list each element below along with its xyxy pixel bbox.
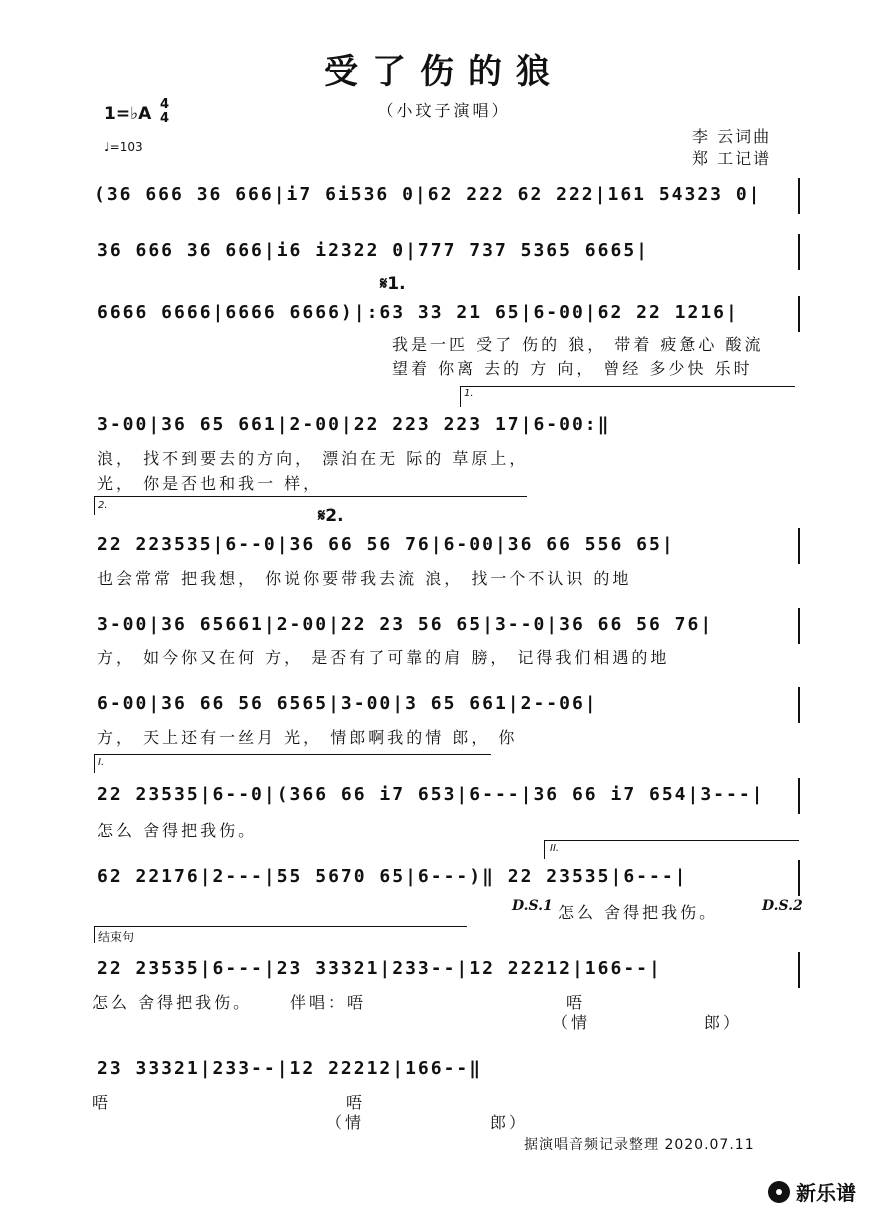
ending-bracket — [94, 926, 467, 943]
lyric-line-3b: 望着 你离 去的 方 向， 曾经 多少快 乐时 — [392, 359, 753, 378]
vinyl-record-icon — [768, 1181, 790, 1203]
lyric-line-10a: 怎么 舍得把我伤。 — [92, 993, 253, 1012]
barline — [798, 234, 800, 270]
lyric-line-3a: 我是一匹 受了 伤的 狼， 带着 疲惫心 酸流 — [392, 335, 764, 354]
lyric-line-10b: 伴唱：唔 — [290, 993, 367, 1012]
barline — [798, 178, 800, 214]
song-title: 受了伤的狼 — [324, 52, 564, 92]
score-line-10: 22 23535|6---|23 33321|233--|12 22212|166--| — [97, 958, 662, 979]
tempo-marking: ♩=103 — [104, 140, 143, 154]
segno-sign-2: 𝄋2. — [318, 506, 344, 526]
barline — [798, 687, 800, 723]
lyric-line-10d: （情 — [552, 1013, 591, 1032]
volta-bracket-I — [94, 754, 491, 773]
lyric-line-5: 也会常常 把我想， 你说你要带我去流 浪， 找一个不认识 的地 — [97, 569, 632, 588]
barline — [798, 778, 800, 814]
segno-sign: 𝄋1. — [380, 274, 406, 294]
dal-segno-2: D.S.2 — [762, 898, 803, 914]
performer-subtitle: （小玟子演唱） — [377, 101, 511, 120]
volta-bracket-II — [544, 840, 799, 859]
score-line-9: 62 22176|2---|55 5670 65|6---)‖ 22 23535|6---| — [97, 866, 688, 887]
lyric-line-11a: 唔 — [92, 1093, 112, 1112]
volta-number-2: 2. — [98, 500, 108, 511]
score-line-2: 36 666 36 666|i6 i2322 0|777 737 5365 6665| — [97, 240, 649, 261]
barline — [798, 296, 800, 332]
lyric-line-7: 方， 天上还有一丝月 光， 情郎啊我的情 郎， 你 — [97, 728, 518, 747]
score-line-3: 6666 6666|6666 6666)|:63 33 21 65|6-00|62 22 1216| — [97, 302, 739, 323]
volta-number-II: II. — [550, 843, 560, 854]
volta-number-1: 1. — [464, 388, 474, 399]
lyric-line-4a: 浪， 找不到要去的方向， 漂泊在无 际的 草原上， — [97, 449, 529, 468]
barline — [798, 528, 800, 564]
meter-bottom: 4 — [160, 111, 170, 126]
transcriber-credit: 郑 工记谱 — [692, 149, 772, 168]
lyric-line-11c: （情 — [326, 1113, 365, 1132]
volta-number-I: I. — [98, 757, 105, 768]
lyric-line-6: 方， 如今你又在何 方， 是否有了可靠的肩 膀， 记得我们相遇的地 — [97, 648, 670, 667]
site-logo[interactable] — [768, 1177, 856, 1206]
lyric-line-8: 怎么 舍得把我伤。 — [97, 821, 258, 840]
transcription-note: 据演唱音频记录整理 2020.07.11 — [524, 1137, 755, 1153]
lyric-line-11b: 唔 — [346, 1093, 366, 1112]
ending-label: 结束句 — [98, 930, 135, 944]
key-signature: 1=♭A — [104, 104, 152, 124]
time-signature — [160, 98, 169, 126]
score-line-5: 22 223535|6--0|36 66 56 76|6-00|36 66 556 65| — [97, 534, 675, 555]
score-line-11: 23 33321|233--|12 22212|166--‖ — [97, 1058, 483, 1079]
score-line-7: 6-00|36 66 56 6565|3-00|3 65 661|2--06| — [97, 693, 598, 714]
meter-top: 4 — [160, 97, 170, 112]
score-line-6: 3-00|36 65661|2-00|22 23 56 65|3--0|36 66 56 76| — [97, 614, 714, 635]
lyric-line-4b: 光， 你是否也和我一 样， — [97, 474, 323, 493]
volta-bracket-1 — [460, 386, 795, 407]
lyric-line-9: 怎么 舍得把我伤。 — [558, 903, 719, 922]
lyric-line-11d: 郎） — [490, 1113, 529, 1132]
volta-bracket-2 — [94, 496, 527, 515]
lyric-line-10e: 郎） — [704, 1013, 743, 1032]
lyricist-composer-credit: 李 云词曲 — [692, 127, 772, 146]
barline — [798, 952, 800, 988]
barline — [798, 860, 800, 896]
score-line-4: 3-00|36 65 661|2-00|22 223 223 17|6-00:‖ — [97, 414, 611, 435]
score-line-1: (36 666 36 666|i7 6i536 0|62 222 62 222|161 54323 0| — [94, 184, 762, 205]
lyric-line-10c: 唔 — [566, 993, 586, 1012]
dal-segno-1: D.S.1 — [512, 898, 553, 914]
barline — [798, 608, 800, 644]
logo-text: 新乐谱 — [796, 1181, 856, 1205]
score-line-8: 22 23535|6--0|(366 66 i7 653|6---|36 66 i7 654|3---| — [97, 784, 765, 805]
